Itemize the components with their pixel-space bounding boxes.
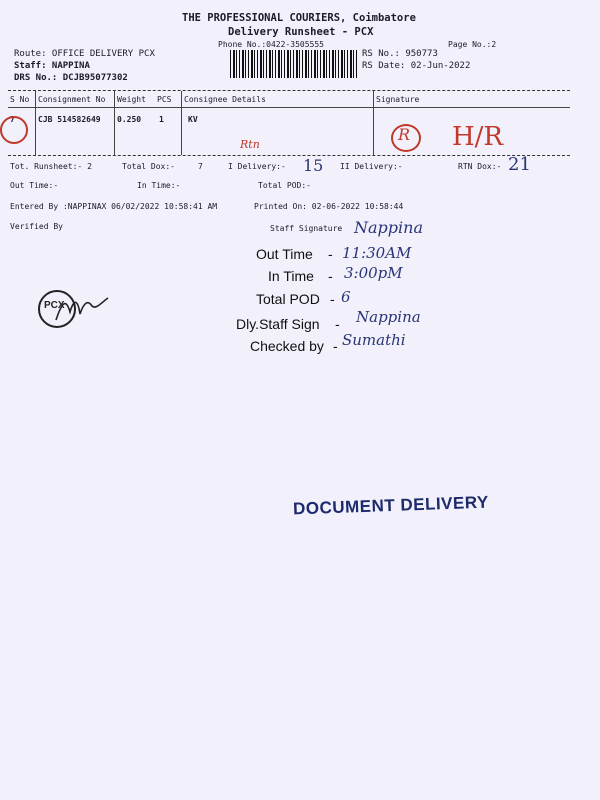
document-title: Delivery Runsheet - PCX [228, 26, 374, 38]
stamp-in-time-label: In Time [268, 268, 314, 284]
stamp-out-time-value: 11:30AM [342, 244, 412, 262]
stamp-dash: - [328, 268, 333, 284]
stamp-total-pod-value: 6 [341, 288, 351, 306]
total-pod-label: Total POD:- [258, 181, 311, 190]
document-delivery-stamp: DOCUMENT DELIVERY [292, 492, 490, 519]
row-sno: 7 [10, 115, 15, 124]
barcode [230, 50, 358, 78]
phone-number: Phone No.:0422-3505555 [218, 40, 324, 49]
col-header-consignment: Consignment No [38, 95, 106, 104]
stamp-dash: - [335, 316, 340, 332]
staff-signature-handwritten: Nappina [354, 218, 423, 237]
tot-runsheet: Tot. Runsheet:- 2 [10, 162, 92, 171]
stamp-checked-by-label: Checked by [250, 338, 324, 354]
total-dox-value: 7 [198, 162, 203, 171]
col-divider [35, 91, 36, 155]
rtn-mark: Rtn [240, 138, 260, 151]
entered-by: Entered By :NAPPINAX 06/02/2022 10:58:41 AM [10, 202, 218, 211]
stamp-dash: - [328, 246, 333, 262]
col-header-sno: S No [10, 95, 30, 104]
row-consignee: KV [188, 115, 198, 124]
staff-signature-label: Staff Signature [270, 224, 343, 233]
printed-on: Printed On: 02-06-2022 10:58:44 [254, 202, 404, 211]
stamp-total-pod-label: Total POD [256, 291, 320, 307]
total-dox-label: Total Dox:- [122, 162, 175, 171]
col-header-pcs: PCS [157, 95, 172, 104]
hr-mark: H/R [452, 122, 504, 152]
table-header-rule [8, 107, 570, 108]
i-delivery-value: 15 [303, 156, 324, 175]
stamp-staff-sign-value: Nappina [356, 308, 421, 326]
stamp-checked-by-value: Sumathi [342, 331, 406, 349]
row-weight: 0.250 [117, 115, 142, 124]
rtn-dox-label: RTN Dox:- [458, 162, 502, 171]
stamp-out-time-label: Out Time [256, 246, 313, 262]
table-bottom-rule [8, 155, 570, 156]
stamp-in-time-value: 3:00pM [344, 264, 403, 282]
route: Route: OFFICE DELIVERY PCX [14, 49, 155, 59]
col-header-consignee: Consignee Details [184, 95, 266, 104]
company-name: THE PROFESSIONAL COURIERS, Coimbatore [182, 12, 416, 24]
i-delivery-label: I Delivery:- [228, 162, 286, 171]
col-divider [114, 91, 115, 155]
drs-number: DRS No.: DCJB95077302 [14, 73, 128, 83]
table-top-rule [8, 90, 570, 91]
pcx-stamp-text: PCX [44, 300, 65, 311]
row-consignment: CJB 514582649 [38, 115, 101, 124]
stamp-staff-sign-label: Dly.Staff Sign [236, 316, 320, 332]
rs-date: RS Date: 02-Jun-2022 [362, 61, 471, 71]
rtn-dox-value: 21 [508, 154, 531, 175]
pcx-initials-scribble [52, 292, 112, 326]
row-pcs: 1 [159, 115, 164, 124]
in-time-label: In Time:- [137, 181, 181, 190]
ii-delivery-label: II Delivery:- [340, 162, 403, 171]
stamp-dash: - [333, 338, 338, 354]
out-time-label: Out Time:- [10, 181, 59, 190]
staff-name: Staff: NAPPINA [14, 61, 90, 71]
signature-circle-letter: R [398, 125, 411, 144]
stamp-dash: - [330, 291, 335, 307]
page-number: Page No.:2 [448, 40, 497, 49]
col-divider [181, 91, 182, 155]
col-divider [373, 91, 374, 155]
col-header-weight: Weight [117, 95, 146, 104]
col-header-signature: Signature [376, 95, 420, 104]
verified-by: Verified By [10, 222, 63, 231]
red-circle-mark [0, 116, 28, 144]
rs-number: RS No.: 950773 [362, 49, 438, 59]
